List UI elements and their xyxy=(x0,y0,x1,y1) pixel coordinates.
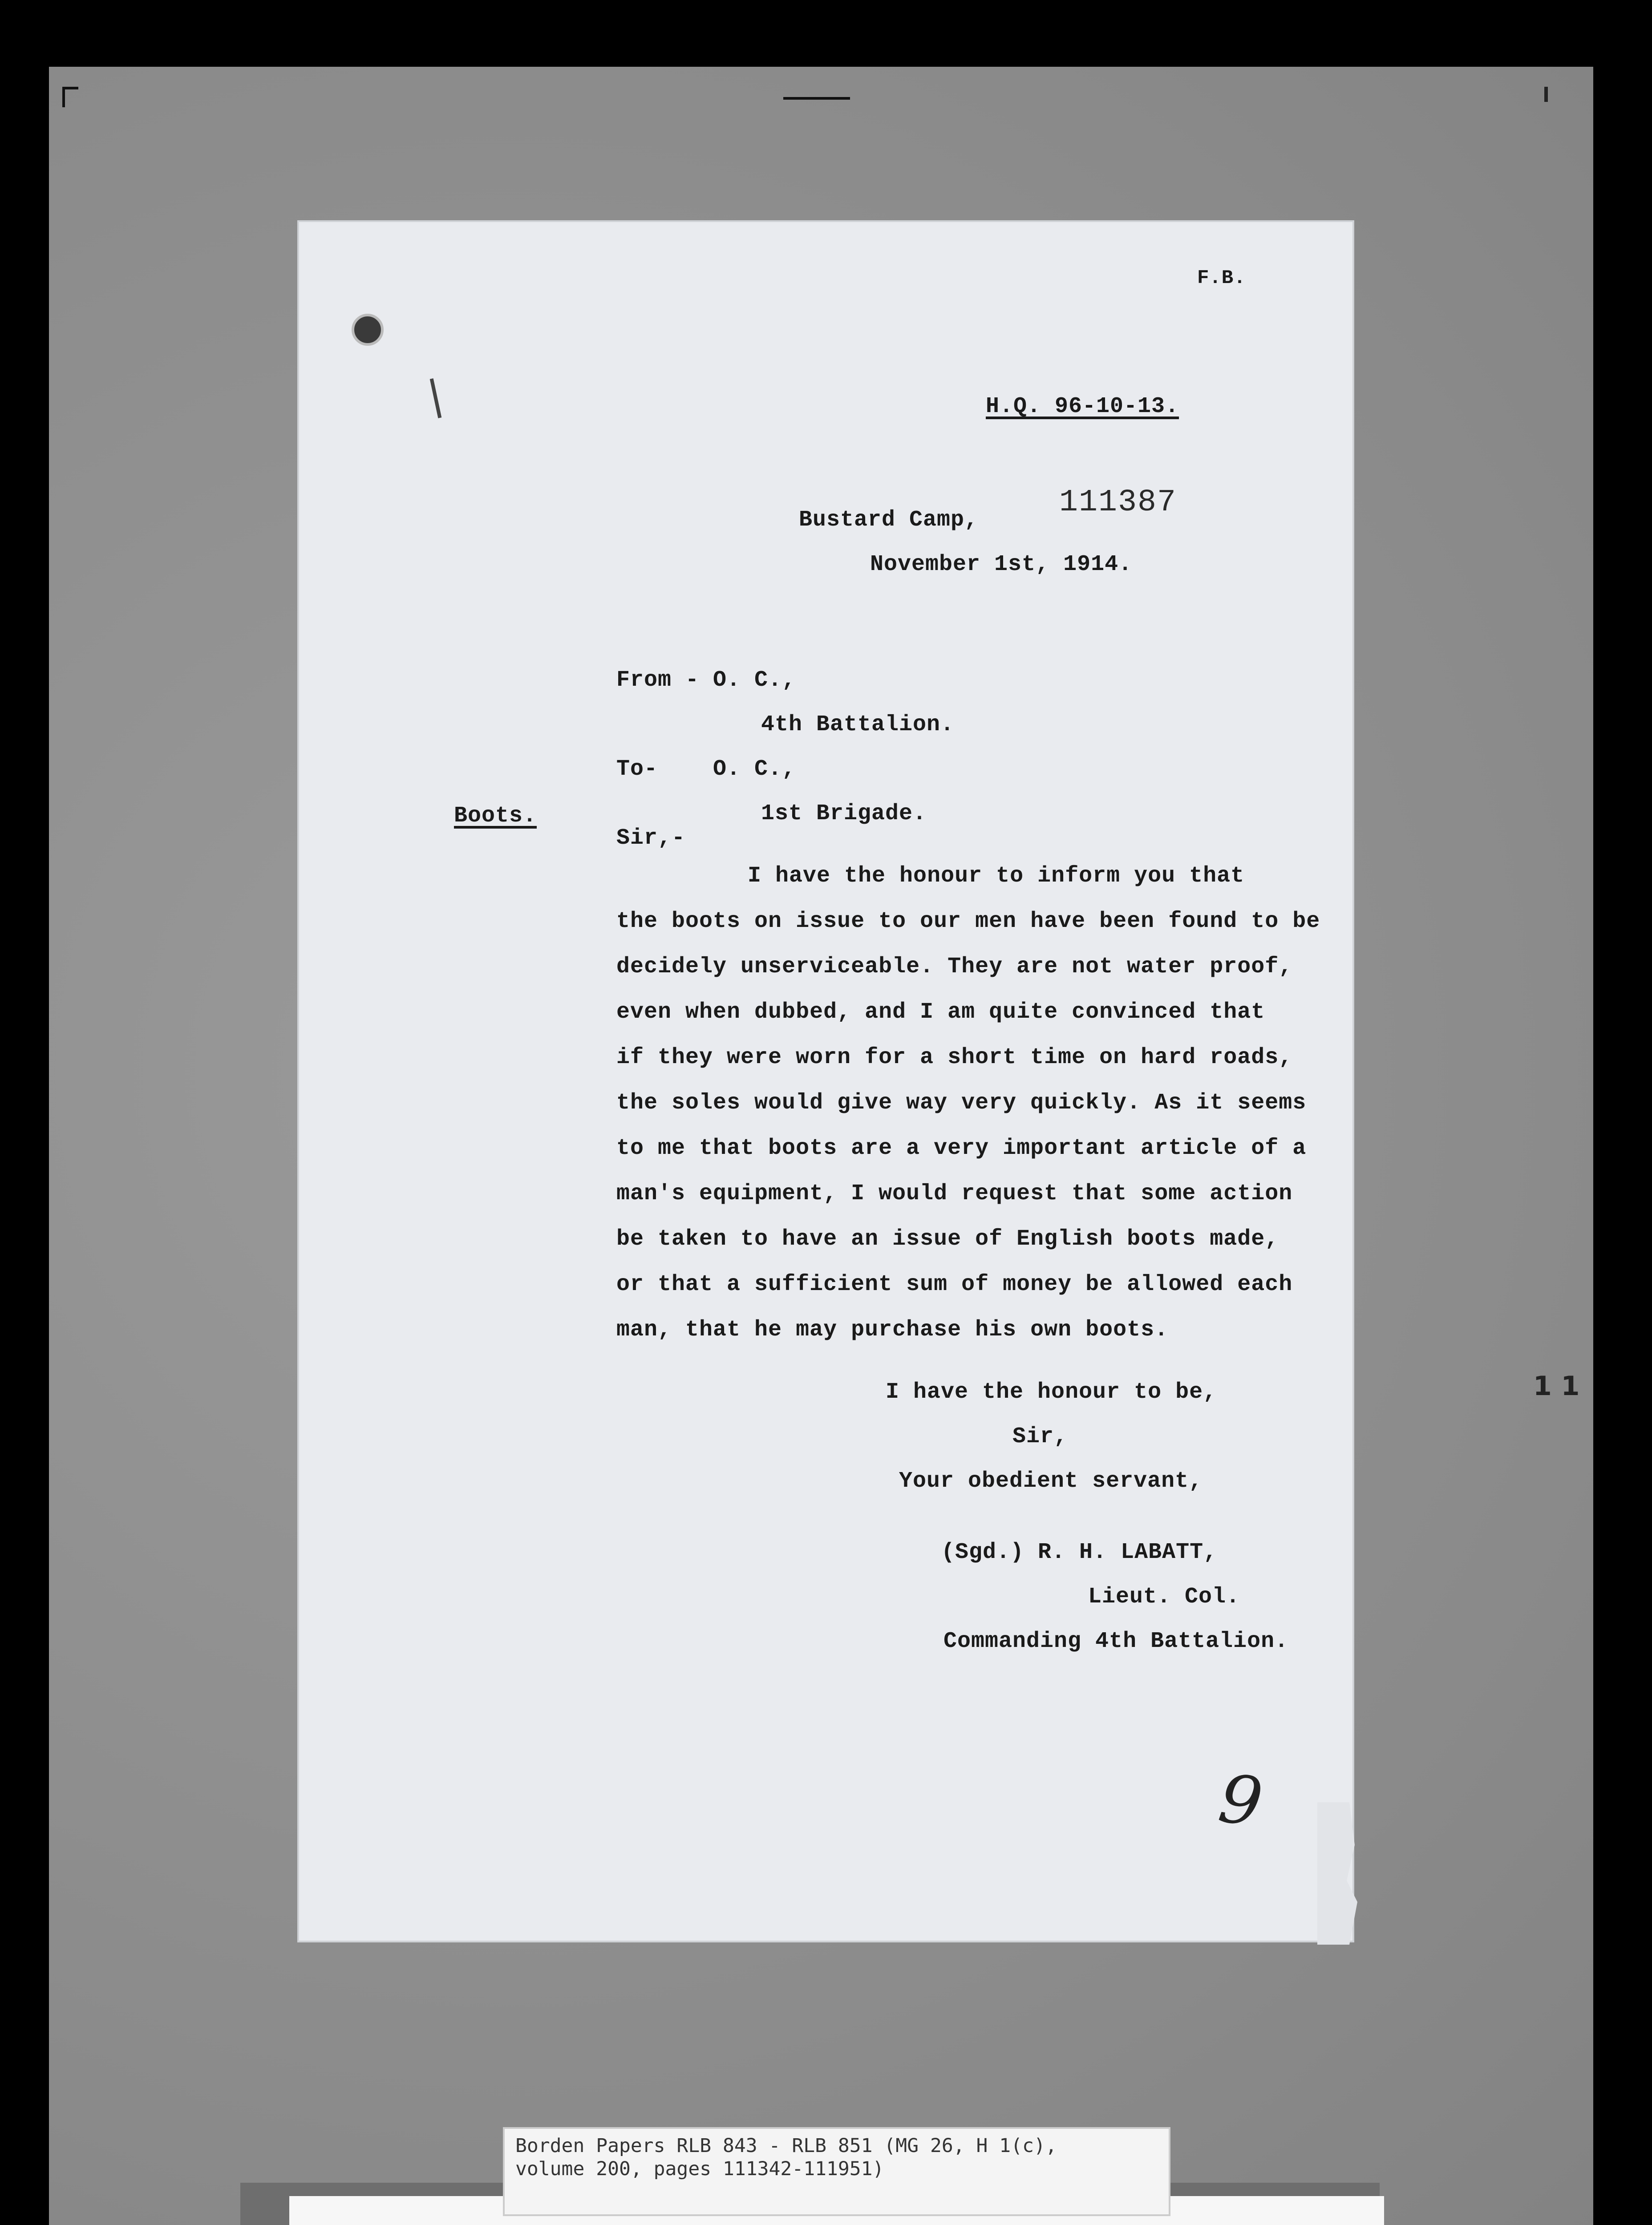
top-right-reference: F.B. xyxy=(1197,267,1246,289)
closing-line: I have the honour to be, xyxy=(886,1380,1217,1405)
reference-label-line: volume 200, pages 111342-111951) xyxy=(515,2158,884,2180)
document-number: 111387 xyxy=(1059,485,1177,520)
body-line: I have the honour to inform you that xyxy=(748,863,1245,889)
salutation: Sir,- xyxy=(616,825,686,851)
body-line: if they were worn for a short time on hard roads, xyxy=(616,1045,1293,1070)
reference-label-line: Borden Papers RLB 843 - RLB 851 (MG 26, H 1(c), xyxy=(515,2135,1057,2157)
signer-rank: Lieut. Col. xyxy=(1088,1584,1240,1610)
file-reference: H.Q. 96-10-13. xyxy=(986,394,1179,419)
body-line: be taken to have an issue of English boots made, xyxy=(616,1226,1279,1252)
right-frame-mark xyxy=(1544,87,1548,102)
margin-subject: Boots. xyxy=(454,803,537,829)
closing-line: Sir, xyxy=(1012,1424,1068,1449)
from-unit: 4th Battalion. xyxy=(761,712,955,737)
corner-crop-mark xyxy=(62,87,78,107)
body-line: man's equipment, I would request that some action xyxy=(616,1181,1293,1206)
body-line: or that a sufficient sum of money be allowed each xyxy=(616,1272,1293,1297)
letter-date: November 1st, 1914. xyxy=(870,552,1133,577)
body-line: the soles would give way very quickly. As it seems xyxy=(616,1090,1307,1116)
edge-marks: 1 1 xyxy=(1533,1371,1580,1402)
top-frame-mark xyxy=(783,97,850,100)
body-line: the boots on issue to our men have been found to be xyxy=(616,909,1320,934)
from-line: From - O. C., xyxy=(616,668,796,693)
letter-location: Bustard Camp, xyxy=(799,507,979,533)
punch-hole-icon xyxy=(352,314,384,346)
body-line: man, that he may purchase his own boots. xyxy=(616,1317,1169,1343)
signature: (Sgd.) R. H. LABATT, xyxy=(941,1540,1218,1565)
body-line: decidely unserviceable. They are not water proof, xyxy=(616,954,1293,979)
signer-command: Commanding 4th Battalion. xyxy=(943,1629,1289,1654)
letter-page xyxy=(297,220,1354,1942)
to-unit: 1st Brigade. xyxy=(761,801,927,826)
reference-label xyxy=(503,2127,1170,2216)
body-line: to me that boots are a very important article of a xyxy=(616,1136,1307,1161)
closing-line: Your obedient servant, xyxy=(899,1468,1203,1494)
to-line: To- O. C., xyxy=(616,756,796,782)
body-line: even when dubbed, and I am quite convinced that xyxy=(616,999,1265,1025)
handwritten-page-number: 9 xyxy=(1214,1760,1267,1842)
